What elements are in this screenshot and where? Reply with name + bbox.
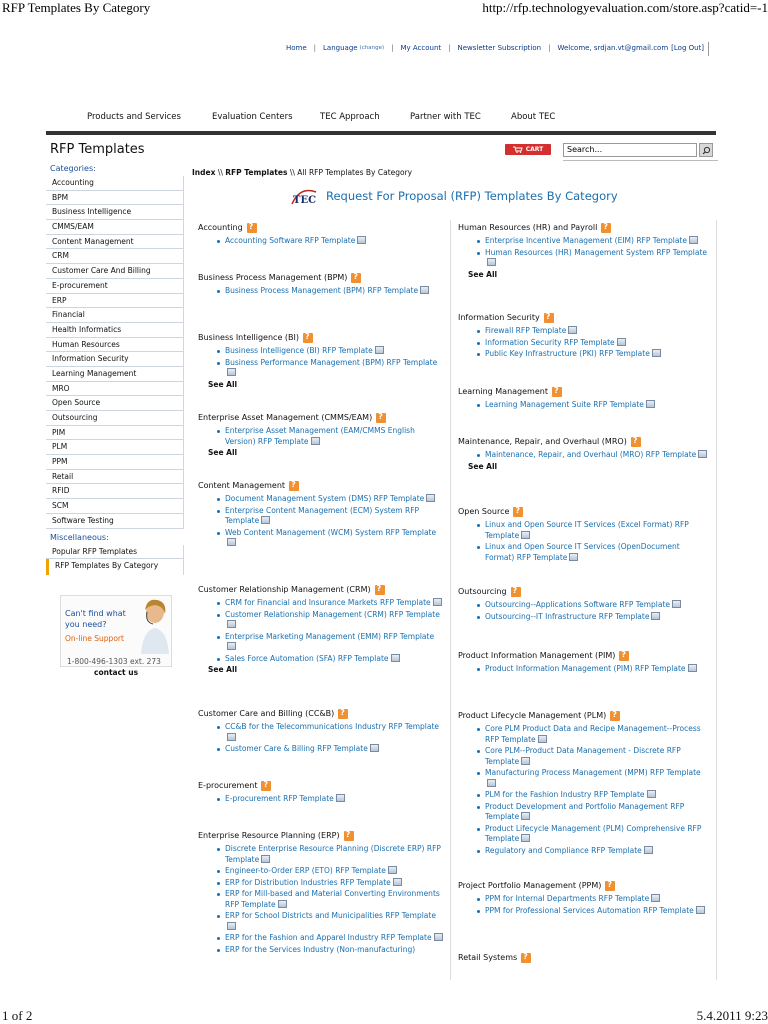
section-retail-systems [458, 952, 708, 966]
template-link-text[interactable]: Learning Management Suite RFP Template [485, 400, 644, 409]
sidebar-item-information-security[interactable]: Information Security [46, 352, 184, 367]
support-banner[interactable] [60, 595, 172, 667]
template-link[interactable] [458, 906, 708, 917]
rss-icon[interactable] [513, 507, 523, 517]
download-icon[interactable] [652, 349, 661, 357]
language-change-link[interactable]: (change) [359, 45, 385, 51]
template-link-text[interactable]: Web Content Management (WCM) System RFP Template [225, 527, 437, 537]
template-link[interactable] [458, 236, 708, 247]
template-link-text[interactable]: Maintenance, Repair, and Overhaul (MRO) RFP Template [485, 450, 697, 459]
template-link[interactable] [458, 768, 708, 789]
section-title-text[interactable]: Customer Care and Billing (CC&B) [198, 709, 335, 718]
section-title [198, 830, 443, 841]
sidebar-item-financial[interactable]: Financial [46, 308, 184, 323]
search-input[interactable]: Search... [563, 143, 697, 157]
breadcrumb-rfp-templates[interactable]: RFP Templates [225, 168, 288, 177]
section-outsourcing [458, 586, 708, 622]
section-business-process-management-bpm [198, 272, 443, 297]
download-icon[interactable] [375, 346, 384, 354]
section-title-text[interactable]: Information Security [458, 313, 540, 322]
template-link[interactable] [198, 358, 443, 379]
download-icon[interactable] [698, 450, 707, 458]
section-title-text[interactable]: Product Lifecycle Management (PLM) [458, 711, 607, 720]
sidebar-item-human-resources[interactable]: Human Resources [46, 338, 184, 353]
template-link-text[interactable]: Linux and Open Source IT Services (Excel Format) RFP Template [485, 520, 689, 540]
sidebar-item-open-source[interactable]: Open Source [46, 396, 184, 411]
template-link[interactable] [458, 600, 708, 611]
misc-heading: Miscellaneous: [50, 532, 109, 542]
download-icon[interactable] [617, 338, 626, 346]
template-link-text[interactable]: Business Performance Management (BPM) RFP Template [225, 357, 438, 367]
sidebar [46, 162, 184, 575]
download-icon[interactable] [521, 531, 530, 539]
see-all-link[interactable]: See All [468, 269, 498, 279]
download-icon[interactable] [521, 812, 530, 820]
template-link[interactable] [198, 878, 443, 889]
template-link-text[interactable]: Outsourcing--Applications Software RFP Template [485, 600, 671, 609]
template-link-text[interactable]: Engineer-to-Order ERP (ETO) RFP Template [225, 866, 386, 875]
sidebar-item-e-procurement[interactable]: E-procurement [46, 279, 184, 294]
template-link-text[interactable]: Information Security RFP Template [485, 337, 615, 347]
template-link[interactable] [458, 802, 708, 823]
template-link[interactable] [198, 610, 443, 631]
template-link-text[interactable]: Enterprise Incentive Management (EIM) RFP Template [485, 236, 687, 245]
download-icon[interactable] [391, 654, 400, 662]
download-icon[interactable] [227, 538, 236, 546]
cart-button[interactable] [505, 144, 551, 155]
sidebar-item-plm[interactable]: PLM [46, 440, 184, 455]
page-heading: RFP Templates [50, 142, 145, 157]
sidebar-item-scm[interactable]: SCM [46, 499, 184, 514]
rss-icon[interactable] [631, 437, 641, 447]
section-title [198, 708, 443, 719]
download-icon[interactable] [689, 236, 698, 244]
section-open-source [458, 506, 708, 563]
template-link[interactable] [198, 654, 443, 665]
section-title [458, 710, 708, 721]
sidebar-item-ppm[interactable]: PPM [46, 455, 184, 470]
support-phone: 1-800-496-1303 ext. 273 [67, 657, 161, 666]
column-divider [450, 220, 451, 980]
home-link[interactable]: Home [286, 44, 307, 52]
template-link-text[interactable]: Sales Force Automation (SFA) RFP Template [225, 653, 389, 663]
section-e-procurement [198, 780, 443, 805]
template-link-text[interactable]: ERP for the Services Industry (Non-manufacturing) [225, 944, 416, 954]
template-link-text[interactable]: E-procurement RFP Template [225, 794, 334, 803]
template-link[interactable] [458, 894, 708, 905]
template-link[interactable] [198, 866, 443, 877]
sidebar-item-crm[interactable]: CRM [46, 249, 184, 264]
sidebar-item-rfid[interactable]: RFID [46, 484, 184, 499]
template-link-text[interactable]: Regulatory and Compliance RFP Template [485, 845, 642, 855]
section-title [198, 272, 443, 283]
template-link-text[interactable]: Document Management System (DMS) RFP Template [225, 494, 425, 503]
main-nav [46, 112, 716, 130]
download-icon[interactable] [487, 779, 496, 787]
section-maintenance-repair-and-overhaul-mro [458, 436, 708, 471]
section-title-text[interactable]: Project Portfolio Management (PPM) [458, 881, 602, 890]
nav-evaluation-centers[interactable]: Evaluation Centers [212, 112, 293, 122]
template-link[interactable] [198, 494, 443, 505]
section-product-lifecycle-management-plm [458, 710, 708, 856]
section-title [198, 332, 443, 343]
rss-icon[interactable] [289, 481, 299, 491]
download-icon[interactable] [644, 846, 653, 854]
section-customer-relationship-management-crm [198, 584, 443, 674]
template-link-text[interactable]: Enterprise Marketing Management (EMM) RFP Template [225, 631, 435, 641]
see-all-link[interactable]: See All [208, 665, 238, 674]
section-title-text[interactable]: E-procurement [198, 781, 258, 790]
download-icon[interactable] [261, 855, 270, 863]
template-link[interactable] [458, 746, 708, 767]
template-link-text[interactable]: PPM for Professional Services Automation RFP Template [485, 905, 694, 915]
template-link[interactable] [198, 632, 443, 653]
section-title [458, 222, 708, 233]
template-link[interactable] [198, 945, 443, 956]
template-link-text[interactable]: Linux and Open Source IT Services (OpenDocument Format) RFP Template [485, 542, 680, 562]
cart-label: CART [525, 146, 544, 153]
top-utility-links: Home | Language (change) | My Account | Newsletter Subscription | Welcome, srdjan.vt@gmail.com [Log Out] [286, 44, 705, 52]
section-title-text[interactable]: Human Resources (HR) and Payroll [458, 223, 598, 232]
rss-icon[interactable] [338, 709, 348, 719]
template-link-text[interactable]: Core PLM Product Data and Recipe Management--Process RFP Template [485, 724, 701, 744]
template-link-text[interactable]: Firewall RFP Template [485, 326, 567, 335]
template-link-text[interactable]: ERP for Mill-based and Material Converting Environments RFP Template [225, 889, 440, 909]
download-icon[interactable] [521, 834, 530, 842]
template-link-text[interactable]: Core PLM--Product Data Management - Discrete RFP Template [485, 746, 681, 766]
rss-icon[interactable] [619, 651, 629, 661]
template-link-text[interactable]: Product Lifecycle Management (PLM) Comprehensive RFP Template [485, 823, 702, 843]
template-link-text[interactable]: Enterprise Asset Management (EAM/CMMS English Version) RFP Template [225, 426, 415, 446]
template-link[interactable] [198, 236, 443, 247]
contact-us-link[interactable]: contact us [94, 668, 139, 677]
sidebar-item-bpm[interactable]: BPM [46, 191, 184, 206]
section-title-text[interactable]: Retail Systems [458, 953, 518, 962]
template-link-text[interactable]: CRM for Financial and Insurance Markets RFP Template [225, 598, 431, 607]
download-icon[interactable] [521, 757, 530, 765]
sidebar-item-software-testing[interactable]: Software Testing [46, 514, 184, 529]
print-header-title: RFP Templates By Category [2, 0, 151, 15]
nav-tec-approach[interactable]: TEC Approach [320, 112, 380, 122]
section-title [198, 222, 443, 233]
rss-icon[interactable] [511, 587, 521, 597]
template-link[interactable] [458, 338, 708, 349]
template-link-text[interactable]: ERP for the Fashion and Apparel Industry RFP Template [225, 933, 432, 942]
section-learning-management [458, 386, 708, 411]
section-title-text[interactable]: Enterprise Asset Management (CMMS/EAM) [198, 413, 373, 422]
template-link[interactable] [198, 506, 443, 527]
template-link[interactable] [198, 889, 443, 910]
section-enterprise-resource-planning-erp [198, 830, 443, 955]
template-link[interactable] [458, 612, 708, 623]
section-business-intelligence-bi [198, 332, 443, 389]
template-link-text[interactable]: Business Intelligence (BI) RFP Template [225, 346, 373, 355]
welcome-text: Welcome, srdjan.vt@gmail.com [557, 44, 669, 52]
nav-about-tec[interactable]: About TEC [511, 112, 556, 122]
breadcrumb-index[interactable]: Index [192, 168, 216, 177]
section-customer-care-and-billing-cc-b [198, 708, 443, 755]
section-title [458, 436, 708, 447]
section-title [458, 386, 708, 397]
download-icon[interactable] [487, 258, 496, 266]
template-link[interactable] [458, 846, 708, 857]
download-icon[interactable] [688, 664, 697, 672]
print-header-url: http://rfp.technologyevaluation.com/store.asp?catid=-1 [482, 0, 768, 15]
template-link[interactable] [198, 426, 443, 447]
template-link[interactable] [198, 722, 443, 743]
rss-icon[interactable] [552, 387, 562, 397]
section-title [458, 586, 708, 597]
download-icon[interactable] [538, 735, 547, 743]
template-link[interactable] [458, 349, 708, 360]
top-divider [708, 42, 709, 56]
rss-icon[interactable] [544, 313, 554, 323]
template-link-text[interactable]: PPM for Internal Departments RFP Template [485, 894, 650, 903]
download-icon[interactable] [261, 516, 270, 524]
download-icon[interactable] [651, 612, 660, 620]
template-link[interactable] [458, 520, 708, 541]
download-icon[interactable] [227, 922, 236, 930]
template-link-text[interactable]: Human Resources (HR) Management System RFP Template [485, 247, 708, 257]
sidebar-item-accounting[interactable]: Accounting [46, 176, 184, 191]
section-title-text[interactable]: Customer Relationship Management (CRM) [198, 585, 371, 594]
download-icon[interactable] [278, 900, 287, 908]
template-link-text[interactable]: CC&B for the Telecommunications Industry RFP Template [225, 722, 440, 731]
template-link[interactable] [198, 528, 443, 549]
section-title [198, 480, 443, 491]
template-link[interactable] [458, 450, 708, 461]
download-icon[interactable] [357, 236, 366, 244]
template-link[interactable] [198, 598, 443, 609]
nav-partner-with-tec[interactable]: Partner with TEC [410, 112, 481, 122]
support-question: Can't find what you need? [65, 609, 126, 629]
section-content-management [198, 480, 443, 549]
cart-icon [513, 146, 523, 153]
template-link-text[interactable]: ERP for School Districts and Municipalities RFP Template [225, 911, 436, 920]
download-icon[interactable] [569, 553, 578, 561]
newsletter-link[interactable]: Newsletter Subscription [457, 44, 542, 52]
template-link[interactable] [198, 346, 443, 357]
download-icon[interactable] [227, 733, 236, 741]
sidebar-item-erp[interactable]: ERP [46, 294, 184, 309]
rss-icon[interactable] [303, 333, 313, 343]
rss-icon[interactable] [376, 413, 386, 423]
template-link-text[interactable]: Accounting Software RFP Template [225, 236, 356, 245]
template-link[interactable] [198, 794, 443, 805]
content-right-border [716, 220, 717, 980]
print-date: 5.4.2011 9:23 [696, 1008, 768, 1023]
categories-heading: Categories: [50, 164, 96, 173]
template-link[interactable] [458, 542, 708, 563]
section-title [198, 412, 443, 423]
sidebar-item-business-intelligence[interactable]: Business Intelligence [46, 205, 184, 220]
download-icon[interactable] [672, 600, 681, 608]
section-title-text[interactable]: Maintenance, Repair, and Overhaul (MRO) [458, 437, 627, 446]
download-icon[interactable] [227, 642, 236, 650]
rss-icon[interactable] [344, 831, 354, 841]
sidebar-item-content-management[interactable]: Content Management [46, 235, 184, 250]
section-enterprise-asset-management-cmms-eam [198, 412, 443, 457]
download-icon[interactable] [647, 790, 656, 798]
tec-logo [290, 188, 318, 206]
sidebar-item-popular-rfp-templates[interactable]: Popular RFP Templates [46, 545, 184, 560]
section-title-text[interactable]: Learning Management [458, 387, 548, 396]
download-icon[interactable] [426, 494, 435, 502]
download-icon[interactable] [370, 744, 379, 752]
nav-products-and-services[interactable]: Products and Services [87, 112, 181, 122]
support-online: On-line Support [65, 634, 124, 643]
see-all-link[interactable]: See All [208, 379, 238, 389]
template-link[interactable] [198, 286, 443, 297]
rss-icon[interactable] [247, 223, 257, 233]
section-information-security [458, 312, 708, 360]
section-title-text[interactable]: Product Information Management (PIM) [458, 651, 616, 660]
template-link-text[interactable]: ERP for Distribution Industries RFP Template [225, 877, 391, 887]
my-account-link[interactable]: My Account [400, 44, 442, 52]
section-title [458, 952, 708, 963]
section-human-resources-hr-and-payroll [458, 222, 708, 279]
logo-text: TEC [293, 195, 317, 206]
sidebar-item-health-informatics[interactable]: Health Informatics [46, 323, 184, 338]
download-icon[interactable] [227, 620, 236, 628]
download-icon[interactable] [393, 878, 402, 886]
template-link[interactable] [458, 724, 708, 745]
download-icon[interactable] [433, 598, 442, 606]
rss-icon[interactable] [610, 711, 620, 721]
template-link[interactable] [458, 790, 708, 801]
language-link[interactable]: Language [323, 44, 358, 52]
section-title [198, 780, 443, 791]
see-all-link[interactable]: See All [208, 448, 238, 457]
sidebar-item-mro[interactable]: MRO [46, 382, 184, 397]
rss-icon[interactable] [601, 223, 611, 233]
section-title [458, 650, 708, 661]
download-icon[interactable] [651, 894, 660, 902]
section-product-information-management-pim [458, 650, 708, 675]
template-link[interactable] [198, 744, 443, 755]
rss-icon[interactable] [261, 781, 271, 791]
breadcrumb-current: All RFP Templates By Category [297, 168, 413, 177]
sidebar-item-retail[interactable]: Retail [46, 470, 184, 485]
section-title [458, 880, 708, 891]
search-button[interactable] [699, 143, 713, 157]
section-title-text[interactable]: Open Source [458, 507, 510, 516]
section-title-text[interactable]: Content Management [198, 481, 286, 490]
header-divider [563, 160, 718, 161]
section-title-text[interactable]: Business Process Management (BPM) [198, 273, 348, 282]
main-title: Request For Proposal (RFP) Templates By Category [326, 189, 618, 203]
section-project-portfolio-management-ppm [458, 880, 708, 916]
template-link-text[interactable]: Enterprise Content Management (ECM) System RFP Template [225, 505, 420, 525]
sidebar-item-learning-management[interactable]: Learning Management [46, 367, 184, 382]
template-link-text[interactable]: PLM for the Fashion Industry RFP Template [485, 790, 645, 799]
template-link-text[interactable]: Public Key Infrastructure (PKI) RFP Template [485, 349, 650, 358]
template-link-text[interactable]: Discrete Enterprise Resource Planning (Discrete ERP) RFP Template [225, 844, 441, 864]
template-link[interactable] [458, 400, 708, 411]
download-icon[interactable] [646, 400, 655, 408]
section-title [458, 312, 708, 323]
print-page-number: 1 of 2 [2, 1008, 33, 1023]
section-title-text[interactable]: Accounting [198, 223, 243, 232]
template-link[interactable] [458, 664, 708, 675]
rss-icon[interactable] [521, 953, 531, 963]
download-icon[interactable] [227, 368, 236, 376]
template-link-text[interactable]: Business Process Management (BPM) RFP Template [225, 286, 419, 295]
breadcrumb: Index \\ RFP Templates \\ All RFP Templates By Category [192, 168, 413, 177]
template-link[interactable] [458, 824, 708, 845]
download-icon[interactable] [434, 933, 443, 941]
template-link-text[interactable]: Product Information Management (PIM) RFP Template [485, 664, 686, 673]
template-link-text[interactable]: Manufacturing Process Management (MPM) RFP Template [485, 768, 701, 777]
rss-icon[interactable] [375, 585, 385, 595]
template-link[interactable] [198, 844, 443, 865]
sidebar-item-rfp-templates-by-category[interactable]: RFP Templates By Category [46, 559, 184, 575]
download-icon[interactable] [311, 437, 320, 445]
logout-link[interactable]: [Log Out] [671, 44, 705, 52]
download-icon[interactable] [420, 286, 429, 294]
sidebar-item-pim[interactable]: PIM [46, 426, 184, 441]
sidebar-item-cmms-eam[interactable]: CMMS/EAM [46, 220, 184, 235]
sidebar-item-customer-care-and-billing[interactable]: Customer Care And Billing [46, 264, 184, 279]
section-title-text[interactable]: Outsourcing [458, 587, 507, 596]
template-link-text[interactable]: Product Development and Portfolio Management RFP Template [485, 801, 685, 821]
support-agent-icon [139, 598, 171, 654]
template-link[interactable] [458, 326, 708, 337]
download-icon[interactable] [336, 794, 345, 802]
template-link[interactable] [458, 248, 708, 269]
sidebar-item-outsourcing[interactable]: Outsourcing [46, 411, 184, 426]
section-title-text[interactable]: Enterprise Resource Planning (ERP) [198, 831, 340, 840]
section-title [198, 584, 443, 595]
rss-icon[interactable] [605, 881, 615, 891]
section-accounting [198, 222, 443, 247]
template-link[interactable] [198, 911, 443, 932]
template-link[interactable] [198, 933, 443, 944]
template-link-text[interactable]: Outsourcing--IT Infrastructure RFP Template [485, 611, 650, 621]
nav-bar [46, 131, 716, 135]
download-icon[interactable] [696, 906, 705, 914]
section-title-text[interactable]: Business Intelligence (BI) [198, 333, 299, 342]
download-icon[interactable] [568, 326, 577, 334]
template-link-text[interactable]: Customer Care & Billing RFP Template [225, 744, 368, 753]
see-all-link[interactable]: See All [468, 461, 498, 471]
section-title [458, 506, 708, 517]
template-link-text[interactable]: Customer Relationship Management (CRM) RFP Template [225, 609, 440, 619]
download-icon[interactable] [388, 866, 397, 874]
search-icon [702, 146, 711, 155]
rss-icon[interactable] [351, 273, 361, 283]
